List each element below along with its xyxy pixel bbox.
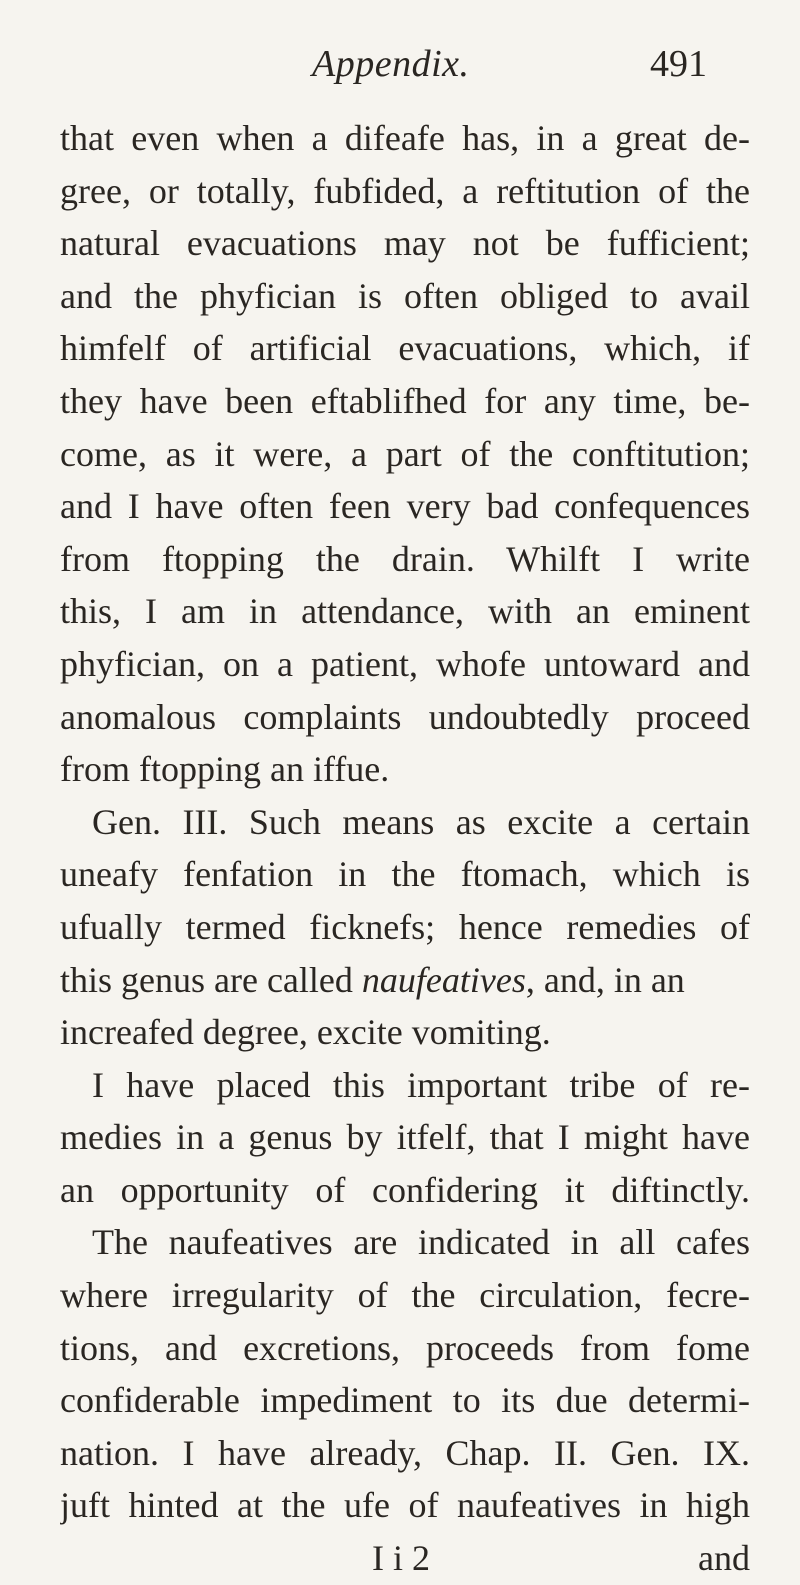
text-line: phyfician, on a patient, whofe untoward and	[60, 643, 750, 684]
text-line: The naufeatives are indicated in all cafes	[92, 1222, 750, 1263]
body-text	[60, 112, 750, 1585]
text-segment: , and, in an	[525, 959, 685, 1000]
text-line: and I have often feen very bad confequences	[60, 486, 750, 527]
text-line: from ftopping an iffue.	[60, 749, 390, 790]
text-line: and the phyfician is often obliged to avail	[60, 275, 750, 316]
signature-line	[60, 1532, 750, 1585]
text-line: increafed degree, excite vomiting.	[60, 1012, 551, 1053]
text-line: juft hinted at the ufe of naufeatives in high	[60, 1485, 750, 1526]
page-number: 491	[650, 43, 707, 85]
text-line: confiderable impediment to its due determi-	[60, 1380, 750, 1421]
text-line: where irregularity of the circulation, fecre-	[60, 1275, 750, 1316]
text-line: they have been eftablifhed for any time, be-	[60, 380, 750, 421]
running-title: Appendix.	[312, 43, 470, 85]
text-line-mixed	[60, 954, 750, 1007]
text-line: tions, and excretions, proceeds from fome	[60, 1327, 750, 1368]
text-line: natural evacuations may not be fufficient;	[60, 223, 750, 264]
signature-mark: I i 2	[372, 1538, 430, 1579]
catchword: and	[698, 1538, 750, 1579]
text-line: medies in a genus by itfelf, that I might have	[60, 1117, 750, 1158]
text-line: I have placed this important tribe of re-	[92, 1064, 750, 1105]
text-line: ufually termed ficknefs; hence remedies of	[60, 906, 750, 947]
text-line: this, I am in attendance, with an eminent	[60, 591, 750, 632]
text-line: himfelf of artificial evacuations, which, if	[60, 328, 750, 369]
text-line: Gen. III. Such means as excite a certain	[92, 801, 750, 842]
text-line: an opportunity of confidering it diftinctly.	[60, 1169, 750, 1210]
italic-term: naufeatives	[361, 959, 526, 1000]
text-line: nation. I have already, Chap. II. Gen. IX.	[60, 1432, 750, 1473]
text-line: come, as it were, a part of the conftitution;	[60, 433, 750, 474]
text-line: gree, or totally, fubfided, a reftitution of the	[60, 170, 750, 211]
text-line: from ftopping the drain. Whilft I write	[60, 538, 750, 579]
text-segment: this genus are called	[60, 959, 353, 1000]
text-line: anomalous complaints undoubtedly proceed	[60, 696, 750, 737]
text-line: uneafy fenfation in the ftomach, which is	[60, 854, 750, 895]
running-head	[0, 38, 800, 98]
text-line: that even when a difeafe has, in a great de-	[60, 118, 750, 158]
